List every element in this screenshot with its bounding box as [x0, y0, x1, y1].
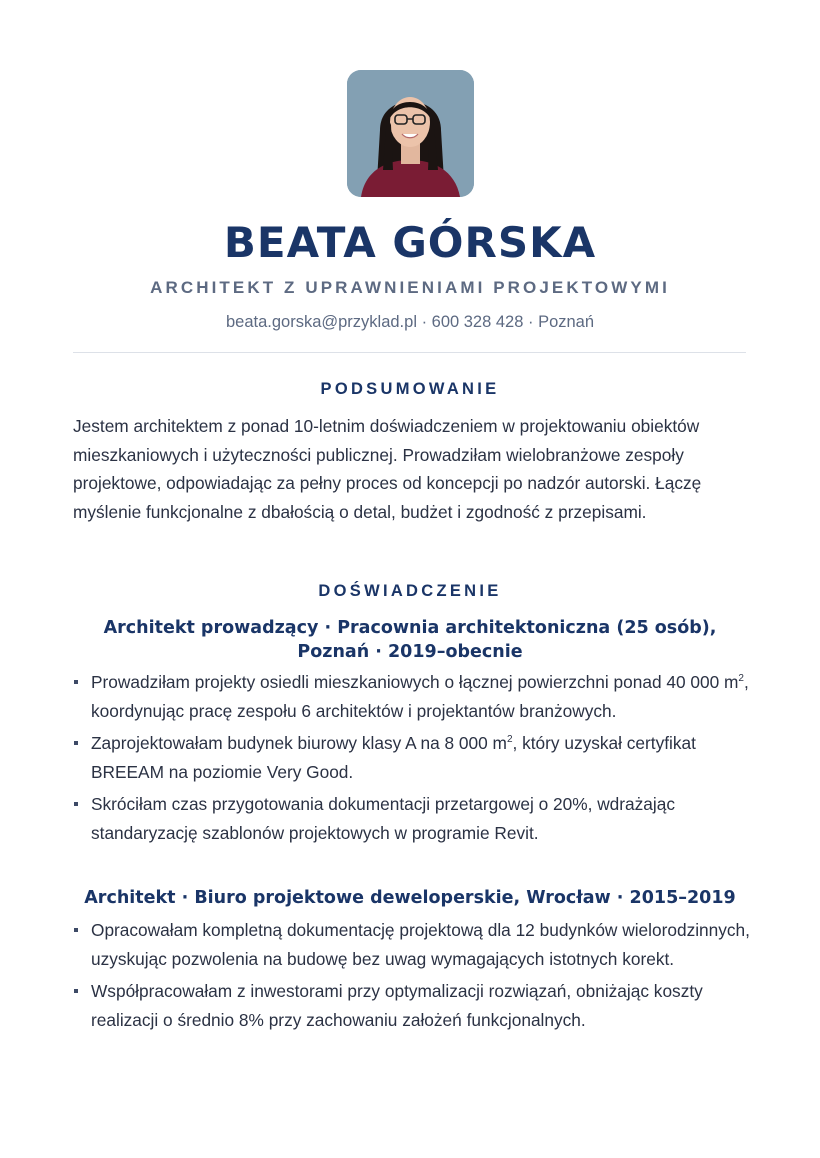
bullet-icon [74, 680, 78, 684]
bullet-icon [74, 989, 78, 993]
portrait-image [347, 70, 474, 197]
list-item: Współpracowałam z inwestorami przy optymalizacji rozwiązań, obniżając koszty realizacji o średnio 8% przy zachowaniu założeń funkcjonalnych. [73, 977, 753, 1034]
bullet-icon [74, 741, 78, 745]
summary-text: Jestem architektem z ponad 10-letnim doświadczeniem w projektowaniu obiektów mieszkaniowych i użyteczności publicznej. Prowadziłam wielobranżowe zespoły projektowe, odpowiadając za pełny proces od koncepcji po nadzór autorski. Łączę myślenie funkcjonalne z dbałością o detal, budżet i zgodność z przepisami. [73, 416, 702, 522]
bullet-icon [74, 928, 78, 932]
bullet-icon [74, 802, 78, 806]
list-item: Prowadziłam projekty osiedli mieszkaniowych o łącznej powierzchni ponad 40 000 $m^2$, koordynując pracę zespołu 6 architektów i projektantów branżowych. [73, 668, 753, 725]
list-item: Skróciłam czas przygotowania dokumentacji przetargowej o 20%, wdrażając standaryzację szablonów projektowych w programie Revit. [73, 790, 753, 847]
job-2-title [60, 886, 760, 910]
list-item: Zaprojektowałam budynek biurowy klasy A na 8 000 $m^2$, który uzyskał certyfikat BREEAM na poziomie Very Good. [73, 729, 753, 786]
job-2-title-line-1: Architekt · Biuro projektowe deweloperskie, Wrocław · 2015–2019 [84, 888, 736, 908]
summary-heading: PODSUMOWANIE [320, 380, 500, 398]
job-2-bullets [73, 916, 753, 1038]
header-divider [73, 352, 746, 353]
job-1-title [60, 616, 760, 664]
job-1-title-line-1: Architekt prowadzący · Pracownia architektoniczna (25 osób), [103, 618, 717, 638]
profile-photo [347, 70, 474, 197]
list-item: Opracowałam kompletną dokumentację projektową dla 12 budynków wielorodzinnych, uzyskując pozwolenia na budowę bez uwag wymagających istotnych korekt. [73, 916, 753, 973]
job-1-title-line-2: Poznań · 2019–obecnie [297, 642, 523, 662]
contact-line: beata.gorska@przyklad.pl · 600 328 428 · Poznań [225, 313, 595, 331]
job-1-bullets [73, 668, 753, 851]
resume-header [0, 0, 820, 333]
full-name: BEATA GÓRSKA [223, 218, 597, 267]
job-title-headline: ARCHITEKT Z UPRAWNIENIAMI PROJEKTOWYMI [150, 278, 670, 297]
experience-heading: DOŚWIADCZENIE [318, 582, 502, 600]
